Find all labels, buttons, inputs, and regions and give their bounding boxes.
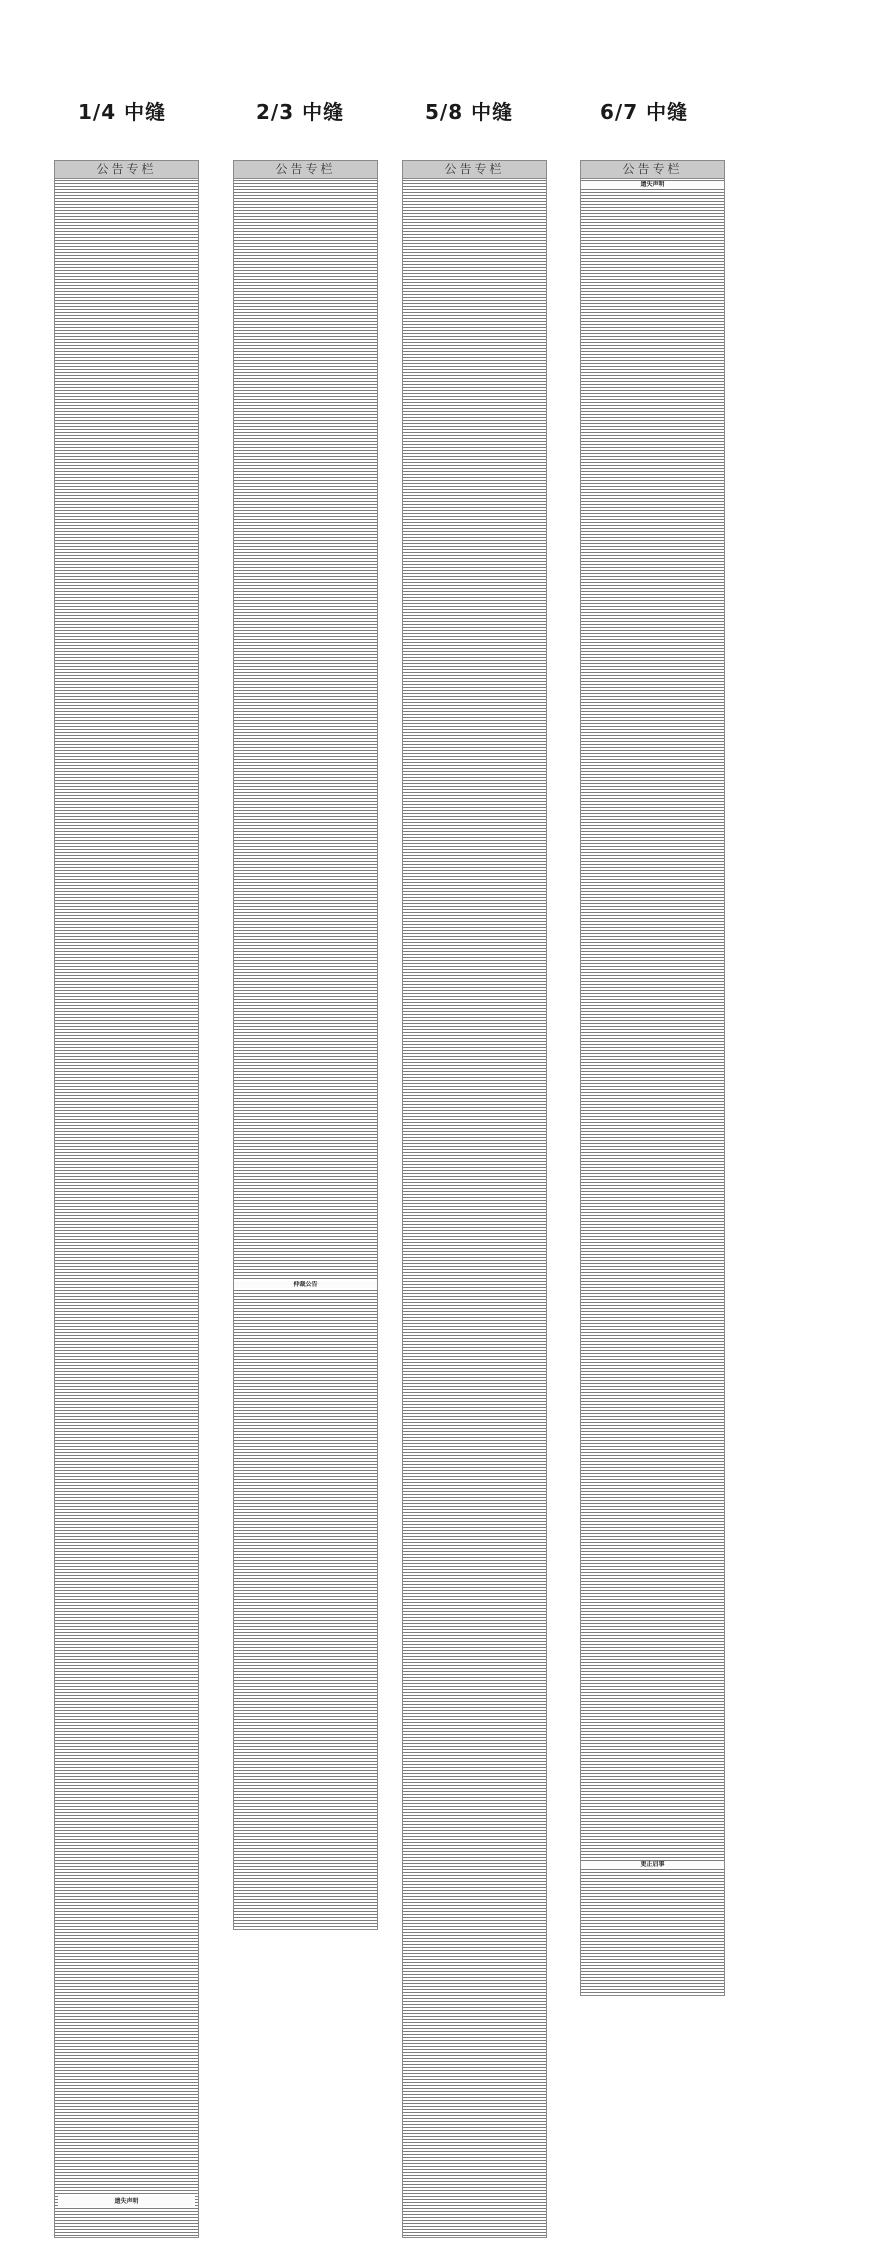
notice-panel-2 [233, 160, 378, 1930]
lost-notice-heading-1: 遗失声明 [58, 2196, 195, 2207]
panel-body-1 [55, 179, 198, 2237]
panel-title-4: 公告专栏 [581, 161, 724, 179]
panel-body-2 [234, 179, 377, 1929]
notice-panel-4 [580, 160, 725, 1996]
column-title-1-4: 1/4 中缝 [78, 100, 167, 124]
panel-title-3: 公告专栏 [403, 161, 546, 179]
panel-body-4 [581, 179, 724, 1995]
column-title-5-8: 5/8 中缝 [425, 100, 514, 124]
column-title-2-3: 2/3 中缝 [256, 100, 345, 124]
arbitration-heading: 仲裁公告 [234, 1281, 377, 1288]
panel-title-1: 公告专栏 [55, 161, 198, 179]
notice-panel-1 [54, 160, 199, 2238]
panel-body-3 [403, 179, 546, 2237]
panel-title-2: 公告专栏 [234, 161, 377, 179]
notice-panel-3 [402, 160, 547, 2238]
correction-heading: 更正启事 [581, 1861, 724, 1868]
column-title-6-7: 6/7 中缝 [600, 100, 689, 124]
lost-notice-heading-4: 遗失声明 [581, 181, 724, 188]
